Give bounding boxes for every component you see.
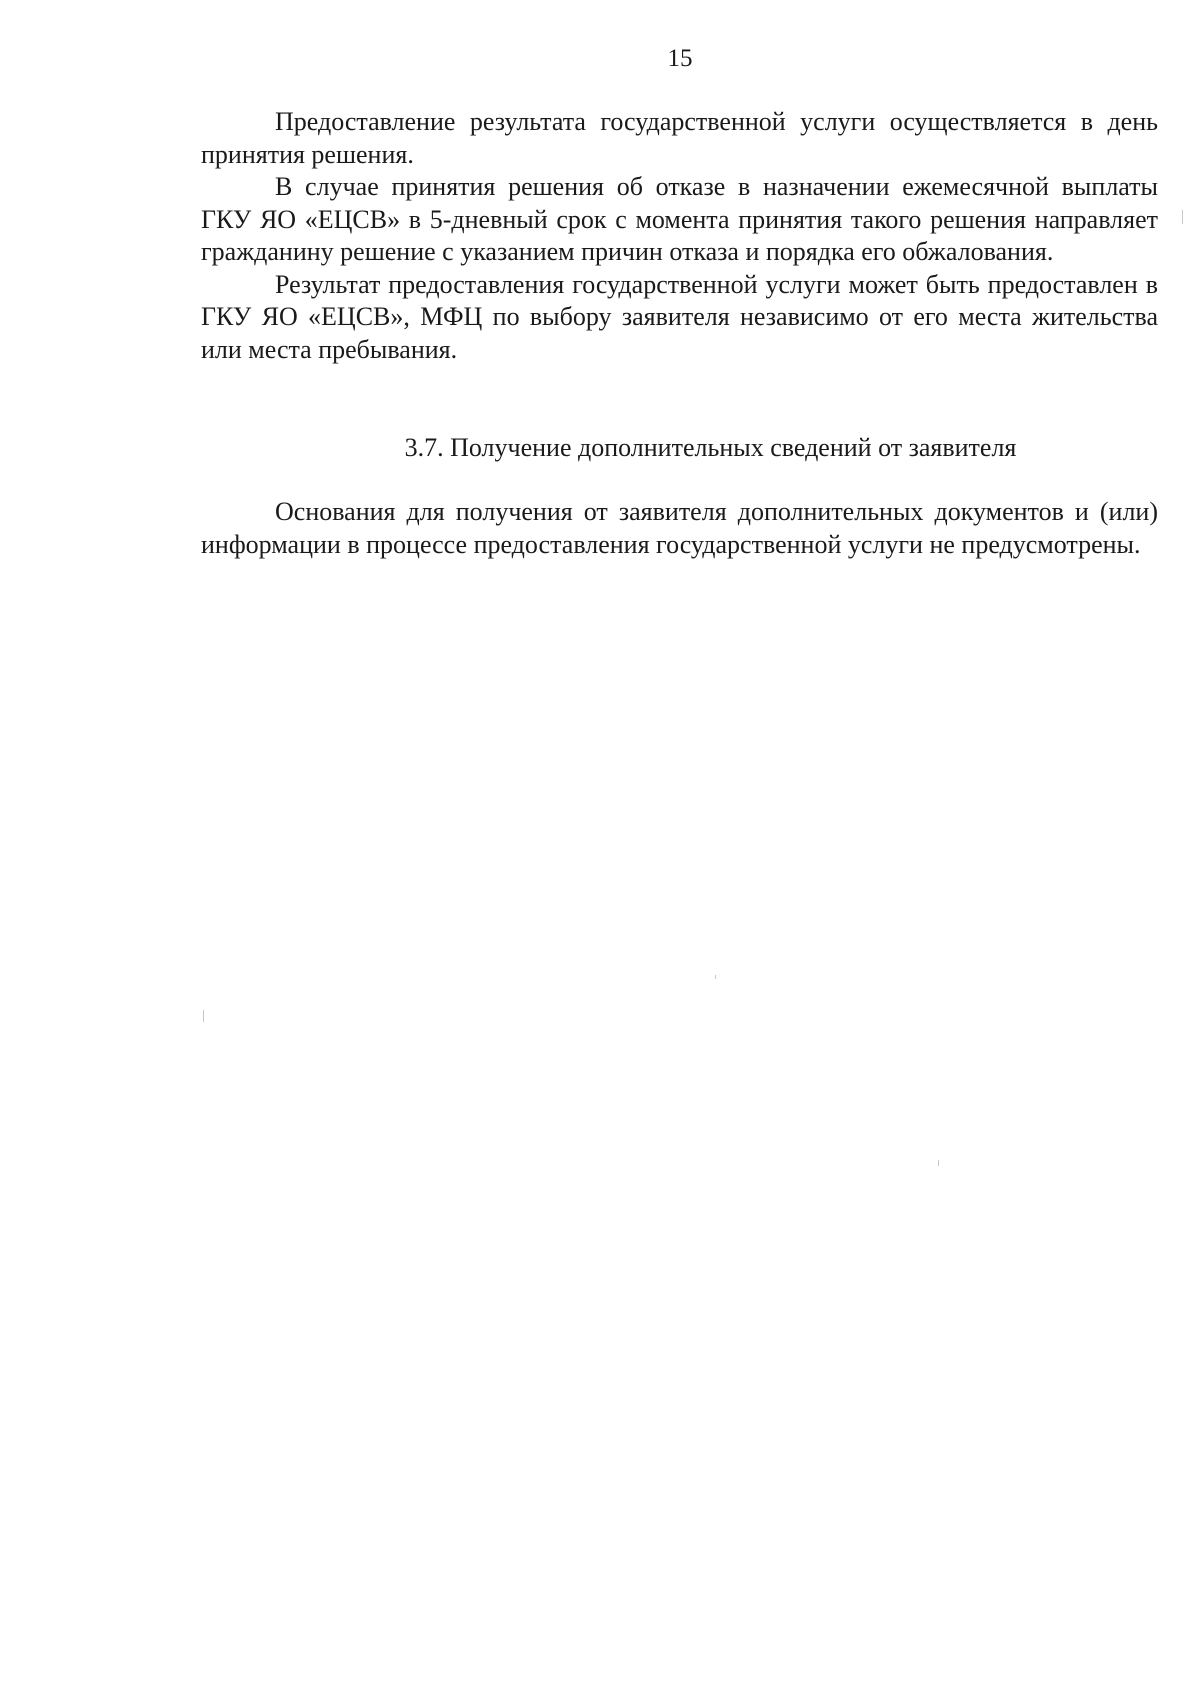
paragraph-refusal-notice: В случае принятия решения об отказе в назначении ежемесячной выплаты ГКУ ЯО «ЕЦСВ» в 5-дневный срок с момента принятия такого решения направляет гражданину решение с указанием причин отказа и порядка его обжалования. <box>201 172 1158 266</box>
paragraph-additional-info: Основания для получения от заявителя дополнительных документов и (или) информации в процессе предоставления государственной услуги не предусмотрены. <box>201 497 1158 559</box>
scan-speck <box>1182 210 1183 224</box>
scan-speck <box>203 1010 204 1022</box>
scan-speck <box>715 975 716 979</box>
scan-speck <box>938 1160 939 1166</box>
paragraph-result-delivery: Предоставление результата государственной услуги осуществляется в день принятия решения. <box>201 107 1158 169</box>
result-provision-section <box>201 106 1158 366</box>
additional-info-section <box>201 496 1158 561</box>
page-number: 15 <box>667 45 693 72</box>
paragraph-result-location: Результат предоставления государственной услуги может быть предоставлен в ГКУ ЯО «ЕЦСВ», МФЦ по выбору заявителя независимо от его места жительства или места пребывания. <box>201 269 1158 364</box>
section-heading: 3.7. Получение дополнительных сведений от заявителя <box>404 433 1017 462</box>
